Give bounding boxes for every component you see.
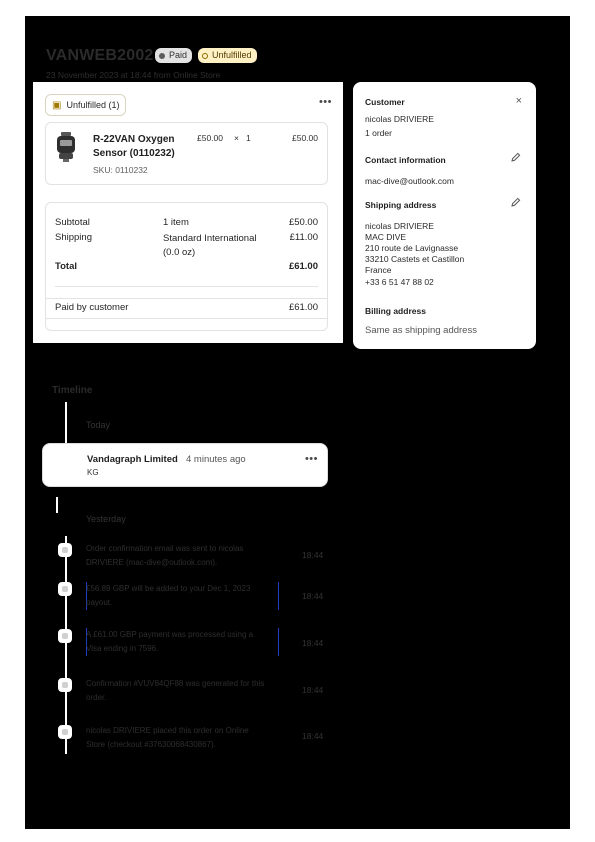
unit-price: £50.00 (197, 133, 223, 143)
subtotal-label: Subtotal (55, 217, 90, 228)
timeline-comment (42, 443, 328, 487)
unfulfilled-badge-label: Unfulfilled (212, 50, 252, 60)
ship-phone[interactable]: +33 6 51 47 88 02 (365, 277, 434, 287)
timeline-item-time: 18:44 (302, 591, 324, 601)
timeline-node (58, 725, 72, 739)
timeline-item-text: nicolas DRIVIERE placed this order on Online Store (checkout #37630068430867). (86, 726, 249, 749)
shipping-desc: Standard International (0.0 oz) (163, 233, 257, 258)
timeline-line (65, 536, 67, 754)
comment-time: 4 minutes ago (186, 454, 246, 465)
order-subtitle: 23 November 2023 at 18:44 from Online Store (46, 70, 221, 80)
fulfillment-card (33, 82, 343, 343)
contact-heading: Contact information (365, 155, 446, 165)
customer-card (353, 82, 536, 349)
divider (46, 298, 327, 299)
timeline-heading: Timeline (52, 385, 93, 396)
line-total: £50.00 (292, 133, 318, 143)
unfulfilled-status-pill (45, 94, 126, 116)
timeline-item-text: Confirmation #VUV84QF88 was generated for this order. (86, 679, 265, 702)
focus-marker (278, 628, 279, 656)
timeline-item-time: 18:44 (302, 550, 324, 560)
order-title: VANWEB2002 (46, 47, 154, 64)
line-item (45, 122, 328, 185)
shipping-address-heading: Shipping address (365, 200, 437, 210)
product-sku: SKU: 0110232 (93, 165, 148, 175)
paid-badge-label: Paid (169, 50, 188, 60)
focus-marker (278, 582, 279, 610)
shipping-value: £11.00 (289, 232, 318, 243)
product-thumbnail[interactable] (54, 132, 78, 162)
unfulfilled-badge (198, 48, 257, 63)
timeline-item-time: 18:44 (302, 731, 324, 741)
package-icon: ▣ (52, 99, 62, 111)
subtotal-value: £50.00 (288, 217, 318, 228)
paid-by-customer-label: Paid by customer (55, 302, 129, 313)
timeline-item-time: 18:44 (302, 638, 324, 648)
paid-by-customer-value: £61.00 (288, 302, 318, 313)
customer-email[interactable]: mac-dive@outlook.com (365, 176, 454, 186)
timeline-node (58, 678, 72, 692)
order-page (25, 16, 570, 829)
timeline-item-text: Order confirmation email was sent to nicolas DRIVIERE (mac-dive@outlook.com). (86, 544, 244, 567)
timeline-line (65, 402, 67, 443)
ship-line: 33210 Castets et Castillon (365, 254, 465, 264)
close-icon[interactable]: × (515, 95, 522, 107)
times-sign: × (234, 133, 239, 143)
payment-summary (45, 202, 328, 331)
total-label: Total (55, 261, 77, 272)
paid-badge (155, 48, 192, 63)
yesterday-label: Yesterday (86, 514, 126, 524)
pencil-icon (511, 152, 521, 162)
timeline-item-text: A £61.00 GBP payment was processed using a Visa ending in 7596. (86, 630, 254, 653)
ship-line: 210 route de Lavignasse (365, 243, 459, 253)
ship-line: nicolas DRIVIERE (365, 221, 434, 231)
pencil-icon (511, 197, 521, 207)
ship-line: MAC DIVE (365, 232, 407, 242)
paid-dot-icon (159, 53, 165, 59)
customer-name[interactable]: nicolas DRIVIERE (365, 114, 434, 124)
fulfillment-more-button[interactable]: ••• (318, 96, 332, 108)
divider (46, 318, 327, 319)
ship-line: France (365, 265, 392, 275)
product-name[interactable]: R-22VAN Oxygen Sensor (0110232) (93, 134, 175, 159)
comment-author: Vandagraph Limited (87, 454, 178, 465)
timeline-line (56, 497, 58, 513)
timeline-node (58, 543, 72, 557)
timeline-item-text: £56.89 GBP will be added to your Dec 1, 2023 payout. (86, 584, 251, 607)
total-value: £61.00 (288, 261, 318, 272)
subtotal-desc: 1 item (163, 217, 189, 228)
comment-initials: KG (87, 468, 99, 477)
today-label: Today (86, 420, 111, 430)
timeline-item-time: 18:44 (302, 685, 324, 695)
customer-heading: Customer (365, 97, 405, 107)
billing-text: Same as shipping address (365, 325, 477, 336)
billing-address-heading: Billing address (365, 306, 426, 316)
timeline-node (58, 629, 72, 643)
edit-contact-button[interactable] (506, 150, 526, 170)
edit-shipping-button[interactable] (506, 195, 526, 215)
timeline-node (58, 582, 72, 596)
unfulfilled-dot-icon (202, 53, 208, 59)
unfulfilled-status-label: Unfulfilled (1) (66, 100, 120, 110)
quantity: 1 (246, 133, 251, 143)
customer-orders[interactable]: 1 order (365, 128, 392, 138)
comment-more-button[interactable]: ••• (304, 453, 318, 465)
divider (55, 286, 318, 287)
shipping-label: Shipping (55, 232, 92, 243)
